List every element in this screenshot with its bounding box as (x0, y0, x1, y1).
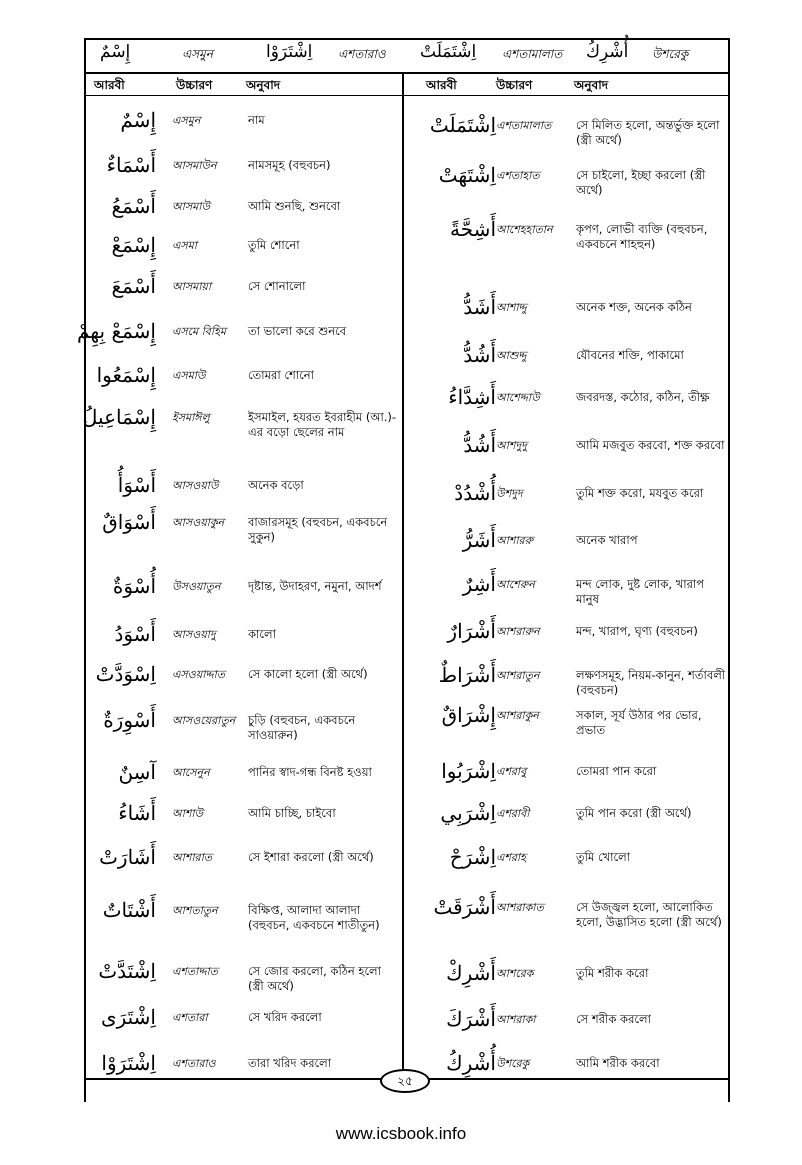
entry-arabic: اِشْتَرَوْا (101, 1051, 156, 1075)
entry-meaning: সে চাইলো, ইচ্ছা করলো (স্ত্রী অর্থে) (576, 168, 706, 197)
entry-arabic: اِشْتَرَى (100, 1005, 156, 1029)
entry-meaning: কালো (248, 627, 276, 641)
entry-pronunciation: আশরেক (496, 967, 534, 980)
entry-arabic: إِشْرَاقٌ (441, 703, 496, 727)
entry-arabic: أَسْمَاءٌ (106, 153, 156, 177)
entry-arabic: أَشْرِكْ (446, 961, 496, 985)
entry-meaning: কৃপণ, লোভী ব্যক্তি (বহুবচন, একবচনে শাহহুন) (576, 222, 708, 251)
entry-pronunciation: আশরাকাত (496, 901, 544, 914)
entry-arabic: اِشْتَمَلَتْ (429, 113, 496, 137)
entry-pronunciation: আশরাতুন (496, 669, 540, 682)
entry-arabic: أَشِرٌ (462, 572, 496, 596)
entry-pronunciation: এশরাবী (496, 807, 530, 820)
entry-pronunciation: আশরারুন (496, 625, 540, 638)
entry-arabic: إِسْمَاعِيلُ (82, 405, 156, 429)
entry-meaning: তুমি খোলো (576, 850, 631, 864)
entry-meaning: তুমি শক্ত করো, মযবুত করো (576, 486, 704, 500)
entry-arabic: أَسْوَدُ (114, 622, 156, 646)
entry-meaning: আমি মজবুত করবো, শক্ত করবো (576, 438, 725, 452)
entry-meaning: নামসমূহ (বহুবচন) (248, 158, 331, 172)
entry-arabic: أَسْمَعُ (111, 194, 156, 218)
entry-meaning: অনেক শক্ত, অনেক কঠিন (576, 300, 692, 314)
entry-pronunciation: এসমা (172, 239, 197, 252)
entry-meaning: তারা খরিদ করলো (248, 1056, 332, 1070)
running-header-arabic: اِشْتَمَلَتْ (420, 42, 477, 62)
entry-pronunciation: এশরাবু (496, 765, 527, 778)
entry-arabic: اِشْتَدَّتْ (98, 959, 156, 983)
entry-arabic: أَسْمَعَ (111, 274, 156, 298)
entry-meaning: দৃষ্টান্ত, উদাহরণ, নমুনা, আদর্শ (248, 579, 382, 593)
running-header-translit: এশতামালাত (502, 47, 563, 61)
entry-pronunciation: আশেহহাতান (496, 223, 553, 236)
entry-arabic: إِسْمَعُوا (96, 363, 156, 387)
entry-arabic: أُشْدُدْ (454, 481, 496, 505)
entry-meaning: সে ইশারা করলো (স্ত্রী অর্থে) (248, 850, 374, 864)
entry-pronunciation: আশুদ্দু (496, 349, 527, 362)
entry-meaning: তোমরা শোনো (248, 368, 314, 382)
entry-arabic: اِشْرَبِي (440, 801, 496, 825)
entry-meaning: নাম (248, 113, 265, 127)
entry-pronunciation: আশাউ (172, 807, 204, 820)
entry-meaning: তুমি শোনো (248, 238, 300, 252)
entry-pronunciation: আশাদ্দু (496, 301, 527, 314)
entry-meaning: জবরদস্ত, কঠোর, কঠিন, তীক্ষ্ণ (576, 390, 710, 404)
column-header-arabic: আরবী (426, 78, 457, 92)
entry-arabic: أَشْرَارٌ (447, 619, 496, 643)
entry-pronunciation: আসমাউন (172, 159, 217, 172)
entry-meaning: ইসমাইল, হযরত ইবরাহীম (আ.)-এর বড়ো ছেলের নাম (248, 410, 397, 439)
column-header-pronunciation: উচ্চারণ (496, 78, 533, 92)
entry-arabic: أَشُدُّ (463, 343, 496, 367)
entry-meaning: আমি চাচ্ছি, চাইবো (248, 806, 336, 820)
entry-meaning: সে শরীক করলো (576, 1012, 651, 1026)
entry-pronunciation: আশেদ্দাউ (496, 391, 540, 404)
entry-pronunciation: এশতাদ্দাত (172, 965, 218, 978)
entry-pronunciation: আসওয়াদু (172, 628, 216, 641)
entry-pronunciation: আশরাকা (496, 1013, 536, 1026)
entry-meaning: বাজারসমূহ (বহুবচন, একবচনে সুকুন) (248, 515, 388, 544)
entry-meaning: সে মিলিত হলো, অন্তর্ভুক্ত হলো (স্ত্রী অর্থে) (576, 118, 720, 147)
entry-arabic: اِشْرَبُوا (441, 759, 496, 783)
entry-pronunciation: আশেরুন (496, 578, 535, 591)
entry-pronunciation: এসমে বিহিম (172, 325, 226, 338)
entry-pronunciation: আশাররু (496, 534, 534, 547)
entry-meaning: তুমি পান করো (স্ত্রী অর্থে) (576, 806, 692, 820)
entry-arabic: أَشَرُّ (462, 528, 496, 552)
entry-arabic: إِسْمَعْ بِهِمْ (77, 319, 156, 343)
entry-arabic: أَشَاءُ (118, 801, 156, 825)
entry-pronunciation: উশদুদ (496, 487, 523, 500)
entry-pronunciation: আসওয়াউ (172, 479, 219, 492)
entry-meaning: তুমি শরীক করো (576, 966, 649, 980)
entry-pronunciation: এশতারা (172, 1011, 208, 1024)
entry-arabic: أَشِدَّاءُ (448, 385, 496, 409)
running-header (86, 38, 728, 74)
entry-pronunciation: এশতারাও (172, 1057, 216, 1070)
column-header-meaning: অনুবাদ (246, 78, 281, 92)
entry-arabic: أَسْوَأُ (117, 473, 156, 497)
entry-arabic: أَشَدُّ (463, 295, 496, 319)
entry-meaning: তা ভালো করে শুনবে (248, 324, 347, 338)
column-divider (402, 74, 404, 1078)
column-header-meaning: অনুবাদ (574, 78, 609, 92)
entry-meaning: তোমরা পান করো (576, 764, 657, 778)
entry-pronunciation: আসেনুন (172, 766, 210, 779)
column-header-arabic: আরবী (94, 78, 125, 92)
entry-arabic: اِشْتَهَتْ (438, 163, 496, 187)
entry-arabic: أَسْوَاقٌ (102, 510, 156, 534)
entry-pronunciation: উশরেকু (496, 1057, 530, 1070)
entry-arabic: أَشْرَكَ (446, 1007, 496, 1031)
entry-meaning: মন্দ, খারাপ, ঘৃণ্য (বহুবচন) (576, 624, 698, 638)
entry-pronunciation: এশতাহাত (496, 169, 540, 182)
entry-arabic: أَشِحَّةً (450, 217, 496, 241)
page-number: ২৫ (380, 1069, 430, 1093)
entry-pronunciation: আসমায়া (172, 280, 212, 293)
column-header-row (86, 74, 728, 96)
entry-arabic: إِسْمَعْ (111, 233, 156, 257)
entry-meaning: সে কালো হলো (স্ত্রী অর্থে) (248, 667, 368, 681)
entry-meaning: সে জোর করলো, কঠিন হলো (স্ত্রী অর্থে) (248, 964, 381, 993)
entry-meaning: বিক্ষিপ্ত, আলাদা আলাদা (বহুবচন, একবচনে শাতীতুন) (248, 903, 380, 932)
entry-arabic: أَشَارَتْ (99, 845, 156, 869)
entry-meaning: পানির স্বাদ-গন্ধ বিনষ্ট হওয়া (248, 765, 372, 779)
dictionary-page (77, 38, 730, 1102)
running-header-arabic: أُشْرِكُ (586, 42, 629, 62)
entry-pronunciation: ইসমাঈলু (172, 411, 210, 424)
entry-pronunciation: এসমুন (172, 114, 201, 127)
entry-pronunciation: এশরাহ (496, 851, 526, 864)
running-header-arabic: إِسْمٌ (100, 42, 131, 62)
entry-arabic: اِسْوَدَّتْ (95, 662, 156, 686)
entry-meaning: অনেক বড়ো (248, 478, 304, 492)
entry-meaning: সে উজ্জ্বল হলো, আলোকিত হলো, উদ্ভাসিত হলো (স্ত্রী অর্থে) (576, 900, 722, 929)
entry-arabic: إِسْمٌ (120, 108, 156, 132)
entry-pronunciation: এসমাউ (172, 369, 206, 382)
entry-meaning: লক্ষণসমূহ, নিয়ম-কানুন, শর্তাবলী (বহুবচন) (576, 668, 726, 697)
running-header-translit: এসমুন (182, 47, 213, 61)
entry-arabic: أَشْتَاتٌ (102, 898, 156, 922)
entry-meaning: যৌবনের শক্তি, পাকামো (576, 348, 684, 362)
entry-arabic: أَشْرَقَتْ (433, 895, 496, 919)
entry-pronunciation: এসওয়াদ্দাত (172, 668, 225, 681)
entry-meaning: সে খরিদ করলো (248, 1010, 322, 1024)
footer-url: www.icsbook.info (335, 1124, 467, 1143)
running-header-translit: এশতারাও (338, 47, 386, 61)
entry-pronunciation: আসওয়াকুন (172, 516, 225, 529)
entry-pronunciation: আশতাতুন (172, 904, 218, 917)
running-header-arabic: اِشْتَرَوْا (266, 42, 313, 62)
entry-arabic: أُشْرِكُ (446, 1051, 496, 1075)
entry-pronunciation: আশদুদু (496, 439, 527, 452)
running-header-translit: উশরেকু (652, 47, 689, 61)
entry-pronunciation: আসমাউ (172, 200, 210, 213)
entry-pronunciation: আশারাত (172, 851, 213, 864)
column-header-pronunciation: উচ্চারণ (176, 78, 213, 92)
entry-pronunciation: আশরাকুন (496, 709, 539, 722)
entry-arabic: آسِنٌ (118, 760, 156, 784)
entry-arabic: أَسْوِرَةٌ (103, 708, 156, 732)
entry-meaning: চুড়ি (বহুবচন, একবচনে সাওয়ারুন) (248, 713, 356, 742)
entry-meaning: মন্দ লোক, দুষ্ট লোক, খারাপ মানুষ (576, 577, 705, 606)
entry-meaning: সকাল, সূর্য উঠার পর ভোর, প্রভাত (576, 708, 702, 737)
entry-pronunciation: উসওয়াতুন (172, 580, 221, 593)
entry-arabic: أَشْرَاطٌ (438, 663, 496, 687)
entry-meaning: সে শোনালো (248, 279, 306, 293)
entry-arabic: أَشُدُّ (463, 433, 496, 457)
entry-pronunciation: আসওয়েরাতুন (172, 714, 236, 727)
entry-meaning: আমি শুনছি, শুনবো (248, 199, 341, 213)
entry-pronunciation: এশতামালাত (496, 119, 552, 132)
entry-meaning: অনেক খারাপ (576, 533, 638, 547)
entry-meaning: আমি শরীক করবো (576, 1056, 660, 1070)
entry-arabic: أُسْوَةٌ (112, 574, 156, 598)
entry-arabic: اِشْرَحْ (449, 845, 496, 869)
